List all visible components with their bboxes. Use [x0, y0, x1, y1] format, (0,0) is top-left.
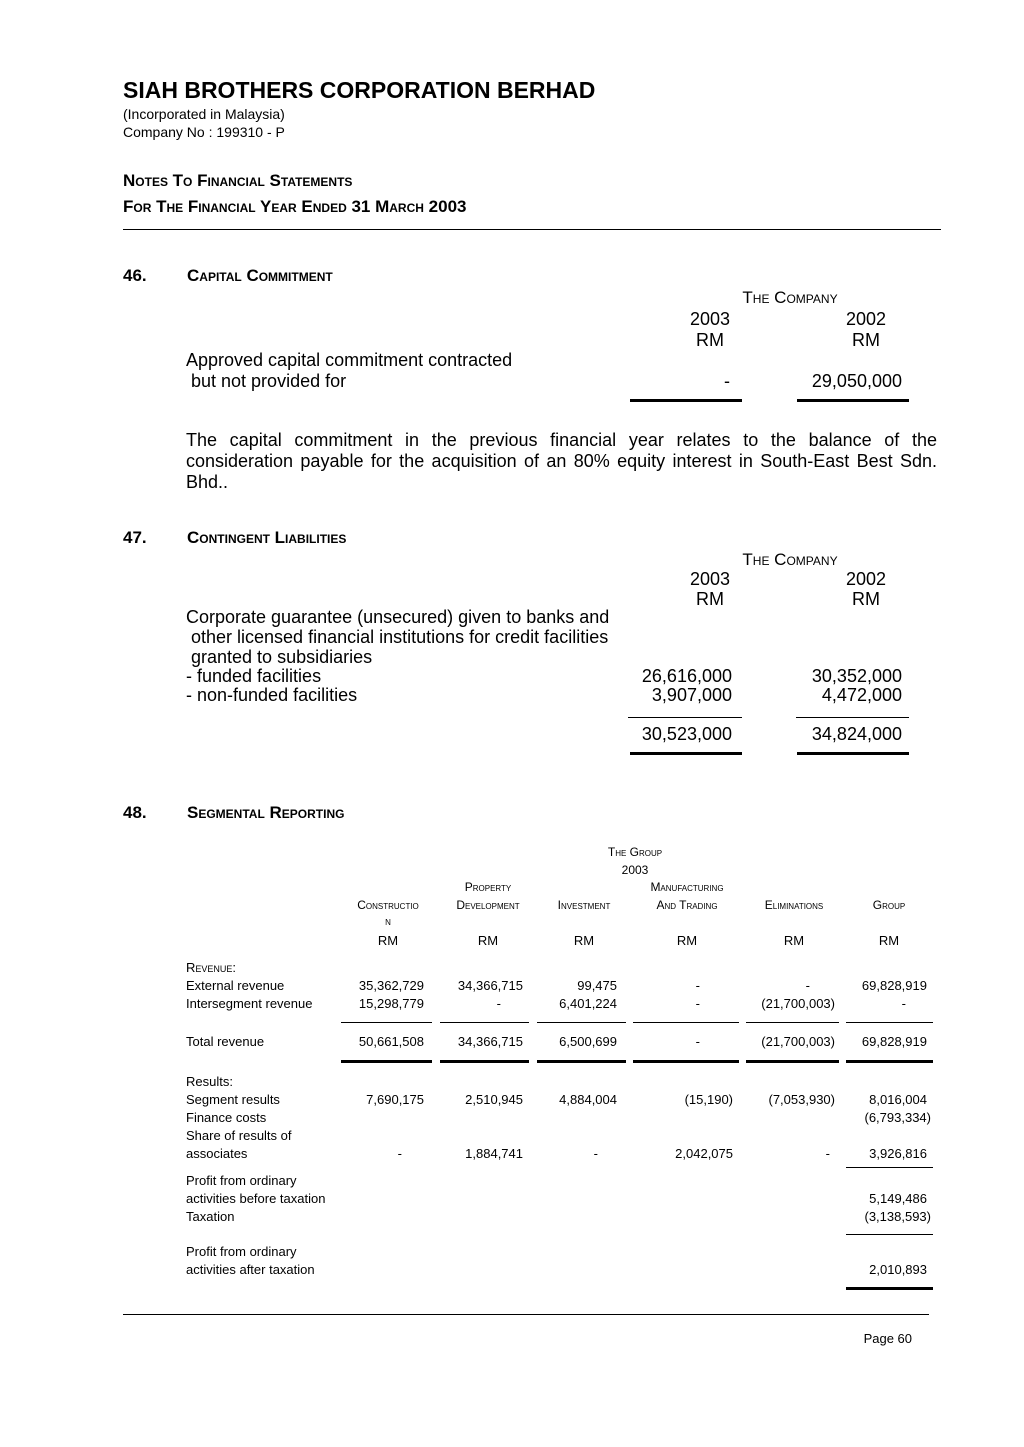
note46-value-2002: 29,050,000 — [811, 371, 902, 391]
intersegment-revenue-label: Intersegment revenue — [186, 996, 313, 1011]
taxation-group: (3,138,593) — [864, 1209, 931, 1224]
subtotal-rule-property — [440, 1022, 529, 1023]
pat-total-rule-group — [846, 1287, 933, 1290]
note46-year-2003: 2003 — [689, 309, 731, 329]
finance-costs-label: Finance costs — [186, 1110, 267, 1125]
share-results-construction: - — [397, 1146, 402, 1161]
note47-number: 47. — [123, 528, 147, 547]
col-property-line2: Development — [456, 898, 520, 912]
total-rule-group — [846, 1060, 933, 1063]
share-results-label-line1: Share of results of — [186, 1128, 292, 1143]
total-rule-manufacturing — [633, 1060, 739, 1063]
subtotal-rule-eliminations — [746, 1022, 839, 1023]
header-divider — [123, 229, 941, 230]
note47-subtotal-rule-2003 — [628, 717, 742, 718]
note47-row-nonfunded-2003: 3,907,000 — [651, 685, 732, 705]
col-property-unit: RM — [477, 933, 499, 948]
share-results-property: 1,884,741 — [465, 1146, 523, 1161]
note47-year-2002: 2002 — [845, 569, 887, 589]
external-revenue-group: 69,828,919 — [861, 978, 927, 993]
intersegment-revenue-manufacturing: - — [695, 996, 700, 1011]
total-revenue-property: 34,366,715 — [457, 1034, 523, 1049]
note46-value-2003: - — [724, 371, 730, 391]
col-property-line1: Property — [464, 880, 512, 894]
note47-total-2002: 34,824,000 — [811, 724, 902, 744]
note47-label-line1: Corporate guarantee (unsecured) given to banks and — [186, 607, 610, 627]
pbt-label-line1: Profit from ordinary — [186, 1173, 297, 1188]
share-results-group: 3,926,816 — [869, 1146, 927, 1161]
note47-row-funded-label: - funded facilities — [186, 666, 322, 686]
note47-total-rule-2002 — [797, 752, 909, 755]
external-revenue-investment: 99,475 — [577, 978, 617, 993]
page-number: Page 60 — [863, 1331, 912, 1346]
note47-title: Contingent Liabilities — [187, 528, 347, 547]
external-revenue-label: External revenue — [186, 978, 285, 993]
note46-number: 46. — [123, 266, 147, 285]
notes-heading-line1: Notes To Financial Statements — [123, 171, 353, 190]
note46-paragraph: The capital commitment in the previous financial year relates to the balance of the consideration payable for the acquisition of an 80% equity interest in South-East Best Sdn. Bhd.. — [186, 430, 937, 492]
note46-company-header: The Company — [742, 288, 838, 307]
finance-costs-group: (6,793,334) — [864, 1110, 931, 1125]
external-revenue-property: 34,366,715 — [457, 978, 523, 993]
note46-label-line1: Approved capital commitment contracted — [186, 350, 513, 370]
intersegment-revenue-investment: 6,401,224 — [559, 996, 617, 1011]
note48-year: 2003 — [621, 863, 649, 877]
pbt-rule-group — [846, 1167, 933, 1168]
total-rule-construction — [341, 1060, 432, 1063]
note47-subtotal-rule-2002 — [796, 717, 909, 718]
share-results-eliminations: - — [825, 1146, 830, 1161]
subtotal-rule-construction — [341, 1022, 432, 1023]
note47-company-header: The Company — [742, 550, 838, 569]
col-eliminations-line2: Eliminations — [764, 898, 824, 912]
note46-title: Capital Commitment — [187, 266, 333, 285]
note47-unit-2002: RM — [852, 589, 880, 609]
segment-results-investment: 4,884,004 — [559, 1092, 617, 1107]
segment-results-property: 2,510,945 — [465, 1092, 523, 1107]
note47-year-2003: 2003 — [689, 569, 731, 589]
note46-year-2002: 2002 — [845, 309, 887, 329]
note47-row-funded-2003: 26,616,000 — [641, 666, 732, 686]
revenue-label: Revenue: — [186, 960, 237, 975]
col-group-unit: RM — [878, 933, 900, 948]
segment-results-construction: 7,690,175 — [366, 1092, 424, 1107]
footer-divider — [123, 1314, 929, 1315]
col-investment-line2: Investment — [557, 898, 611, 912]
pat-label-line1: Profit from ordinary — [186, 1244, 297, 1259]
total-revenue-label: Total revenue — [186, 1034, 265, 1049]
note47-label-line2: other licensed financial institutions for credit facilities — [186, 627, 609, 647]
share-results-label-line2: associates — [186, 1146, 248, 1161]
intersegment-revenue-group: - — [901, 996, 906, 1011]
note48-number: 48. — [123, 803, 147, 822]
note46-label-line2: but not provided for — [186, 371, 347, 391]
col-manufacturing-line1: Manufacturing — [650, 880, 724, 894]
pat-rule-group — [846, 1234, 933, 1235]
total-rule-eliminations — [746, 1060, 839, 1063]
note46-unit-2003: RM — [696, 330, 724, 350]
external-revenue-construction: 35,362,729 — [358, 978, 424, 993]
note47-row-funded-2002: 30,352,000 — [811, 666, 902, 686]
total-revenue-manufacturing: - — [695, 1034, 700, 1049]
note47-row-nonfunded-2002: 4,472,000 — [821, 685, 902, 705]
share-results-investment: - — [593, 1146, 598, 1161]
col-group-line2: Group — [872, 898, 906, 912]
external-revenue-eliminations: - — [805, 978, 810, 993]
external-revenue-manufacturing: - — [695, 978, 700, 993]
note46-unit-2002: RM — [852, 330, 880, 350]
note46-total-rule-2002 — [797, 399, 909, 402]
segment-results-eliminations: (7,053,930) — [768, 1092, 835, 1107]
pbt-label-line2: activities before taxation — [186, 1191, 326, 1206]
intersegment-revenue-eliminations: (21,700,003) — [761, 996, 835, 1011]
note47-total-2003: 30,523,000 — [641, 724, 732, 744]
segment-results-manufacturing: (15,190) — [684, 1092, 733, 1107]
col-construction-line3: n — [385, 914, 391, 928]
col-manufacturing-line2: And Trading — [656, 898, 718, 912]
total-rule-investment — [537, 1060, 626, 1063]
note47-label-line3: granted to subsidiaries — [186, 647, 373, 667]
total-revenue-eliminations: (21,700,003) — [761, 1034, 835, 1049]
col-construction-unit: RM — [377, 933, 399, 948]
subtotal-rule-investment — [537, 1022, 626, 1023]
intersegment-revenue-construction: 15,298,779 — [358, 996, 424, 1011]
results-label: Results: — [186, 1074, 233, 1089]
taxation-label: Taxation — [186, 1209, 235, 1224]
note46-total-rule-2003 — [630, 399, 742, 402]
col-construction-line2: Constructio — [357, 898, 419, 912]
total-rule-property — [440, 1060, 529, 1063]
intersegment-revenue-property: - — [496, 996, 501, 1011]
total-revenue-group: 69,828,919 — [861, 1034, 927, 1049]
company-incorporated: (Incorporated in Malaysia) — [123, 106, 285, 122]
note48-title: Segmental Reporting — [187, 803, 345, 822]
total-revenue-investment: 6,500,699 — [559, 1034, 617, 1049]
col-eliminations-unit: RM — [783, 933, 805, 948]
pat-group: 2,010,893 — [869, 1262, 927, 1277]
segment-results-label: Segment results — [186, 1092, 280, 1107]
share-results-manufacturing: 2,042,075 — [675, 1146, 733, 1161]
note47-total-rule-2003 — [630, 752, 742, 755]
subtotal-rule-group — [846, 1022, 933, 1023]
pat-label-line2: activities after taxation — [186, 1262, 315, 1277]
subtotal-rule-manufacturing — [633, 1022, 739, 1023]
notes-heading-line2: For The Financial Year Ended 31 March 2003 — [123, 197, 467, 216]
company-name: SIAH BROTHERS CORPORATION BERHAD — [123, 77, 596, 103]
col-manufacturing-unit: RM — [676, 933, 698, 948]
col-investment-unit: RM — [573, 933, 595, 948]
note48-group-header: The Group — [607, 845, 663, 859]
total-revenue-construction: 50,661,508 — [358, 1034, 424, 1049]
segment-results-group: 8,016,004 — [869, 1092, 927, 1107]
note47-row-nonfunded-label: - non-funded facilities — [186, 685, 358, 705]
company-number: Company No : 199310 - P — [123, 124, 285, 140]
pbt-group: 5,149,486 — [869, 1191, 927, 1206]
note47-unit-2003: RM — [696, 589, 724, 609]
